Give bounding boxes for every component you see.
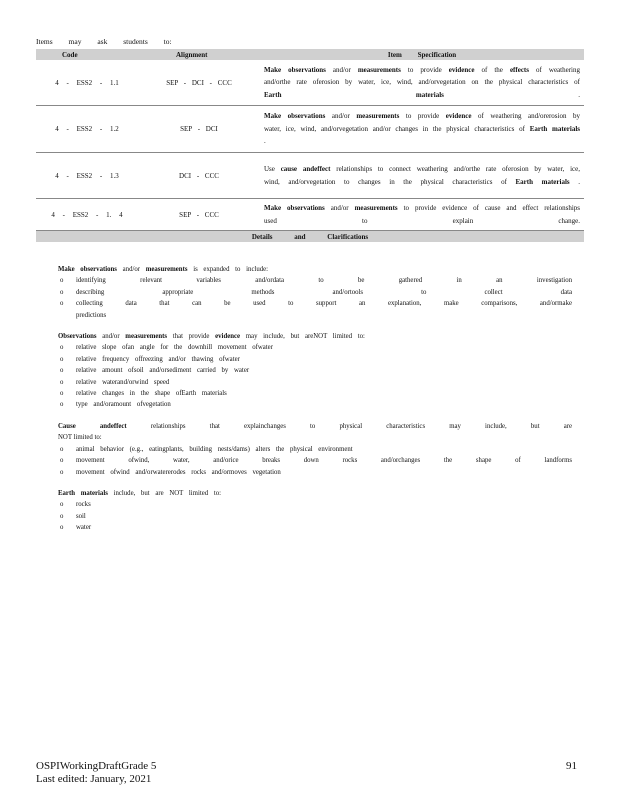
details-heading bbox=[58, 264, 572, 275]
details-block bbox=[44, 331, 572, 411]
row-specification bbox=[260, 153, 584, 199]
circle-bullet-icon: o bbox=[60, 300, 64, 308]
bold-run: Earth materials bbox=[515, 177, 570, 186]
details-section bbox=[44, 264, 572, 544]
row-code: 4 - ESS2 - 1.3 bbox=[36, 153, 138, 199]
text-run: . bbox=[264, 137, 266, 146]
bold-run: measurements bbox=[357, 65, 401, 74]
list-item: o water bbox=[44, 522, 572, 533]
list-item: o rocks bbox=[44, 499, 572, 510]
list-item: o describing appropriate methods and/ortools to collect data bbox=[44, 287, 572, 298]
header-alignment: Alignment bbox=[138, 49, 260, 60]
footer-last-edited: Last edited: January, 2021 bbox=[36, 773, 152, 785]
page-number: 91 bbox=[566, 760, 577, 772]
details-header-row bbox=[36, 231, 584, 243]
row-alignment: SEP - DCI - CCC bbox=[138, 60, 260, 106]
details-block bbox=[44, 421, 572, 478]
list-item: o relative slope ofan angle for the downhill movement ofwater bbox=[44, 342, 572, 353]
header-code: Code bbox=[36, 49, 138, 60]
table-row bbox=[36, 106, 584, 153]
circle-bullet-icon: o bbox=[60, 367, 64, 375]
row-alignment: DCI - CCC bbox=[138, 153, 260, 199]
details-block bbox=[44, 488, 572, 534]
bold-run: Make observations bbox=[58, 266, 117, 273]
list-item: o relative amount ofsoil and/orsediment carried by water bbox=[44, 365, 572, 376]
text-run: . bbox=[569, 177, 580, 186]
text-run: and/or bbox=[96, 333, 126, 341]
table-row bbox=[36, 199, 584, 231]
row-alignment: SEP - CCC bbox=[138, 199, 260, 231]
circle-bullet-icon: o bbox=[60, 288, 64, 296]
text-run: . bbox=[443, 90, 580, 99]
circle-bullet-icon: o bbox=[60, 501, 64, 509]
text-run: may include, but areNOT limited to: bbox=[240, 333, 365, 341]
circle-bullet-icon: o bbox=[60, 390, 64, 398]
text-run: of the bbox=[474, 65, 510, 74]
text-run: and/or bbox=[116, 266, 146, 273]
text-run: to provide evidence of cause and effect relationships used to explain change. bbox=[264, 204, 580, 225]
list-item: o animal behavior (e.g., eatingplants, building nests/dams) alters the physical environment bbox=[44, 444, 572, 455]
bold-run: Earth materials bbox=[58, 489, 108, 497]
details-heading-continuation: NOT limited to: bbox=[58, 434, 102, 442]
list-item: o relative frequency offreezing and/or thawing ofwater bbox=[44, 354, 572, 365]
text-run: is expanded to include: bbox=[187, 266, 269, 273]
row-alignment: SEP - DCI bbox=[138, 106, 260, 153]
text-run: of weathering and/orthe rate oferosion by water, ice, wind, and/orvegetation on the physical characteristics of bbox=[264, 65, 580, 87]
text-run: relationships that explainchanges to physical characteristics may include, but are bbox=[126, 422, 573, 430]
checkbox-bullet-icon bbox=[44, 331, 58, 342]
list-item: o type and/oramount ofvegetation bbox=[44, 399, 572, 410]
bold-run: Make observations bbox=[264, 112, 326, 121]
circle-bullet-icon: o bbox=[60, 401, 64, 409]
circle-bullet-icon: o bbox=[60, 355, 64, 363]
text-run: to provide bbox=[400, 65, 449, 74]
bold-run: Earth materials bbox=[264, 90, 444, 99]
text-run: include, but are NOT limited to: bbox=[107, 489, 222, 497]
details-header: Details and Clarifications bbox=[36, 231, 584, 243]
details-heading bbox=[58, 421, 572, 432]
footer-draft-title: OSPIWorkingDraftGrade 5 bbox=[36, 760, 157, 772]
text-run: to provide bbox=[399, 112, 446, 121]
bold-run: measurements bbox=[354, 204, 398, 212]
circle-bullet-icon: o bbox=[60, 457, 64, 465]
details-heading bbox=[58, 488, 572, 499]
row-specification bbox=[260, 60, 584, 106]
header-item-specification: Item Specification bbox=[260, 49, 584, 60]
text-run: and/or bbox=[325, 112, 357, 121]
item-spec-table bbox=[36, 49, 584, 242]
list-item: o relative changes in the shape ofEarth materials bbox=[44, 388, 572, 399]
details-block bbox=[44, 264, 572, 321]
bold-run: evidence bbox=[215, 333, 241, 341]
text-run: and/or bbox=[325, 65, 358, 74]
row-code: 4 - ESS2 - 1. 4 bbox=[36, 199, 138, 231]
row-specification bbox=[260, 199, 584, 231]
circle-bullet-icon: o bbox=[60, 512, 64, 520]
list-item: o relative waterand/orwind speed bbox=[44, 377, 572, 388]
list-item-continuation: predictions bbox=[76, 311, 107, 319]
checkbox-bullet-icon bbox=[44, 264, 58, 275]
list-item: o movement ofwind, water, and/orice breaks down rocks and/orchanges the shape of landforms bbox=[44, 455, 572, 466]
bold-run: Earth materials bbox=[529, 124, 580, 133]
text-run: relationships to connect weathering and/orthe rate oferosion by water, ice, wind, and/orvegetation to changes in the physical characteristics of bbox=[264, 164, 580, 186]
circle-bullet-icon: o bbox=[60, 524, 64, 532]
details-heading bbox=[58, 331, 572, 342]
bold-run: effects bbox=[509, 65, 529, 74]
row-code: 4 - ESS2 - 1.2 bbox=[36, 106, 138, 153]
bold-run: Cause andeffect bbox=[58, 422, 127, 430]
list-item: o movement ofwind and/orwatererodes rocks and/ormoves vegetation bbox=[44, 467, 572, 478]
bold-run: measurements bbox=[145, 266, 188, 273]
bold-run: Make observations bbox=[264, 65, 326, 74]
intro-text: Items may ask students to: bbox=[36, 37, 172, 46]
bold-run: Make observations bbox=[264, 204, 325, 212]
table-row bbox=[36, 60, 584, 106]
text-run: that provide bbox=[167, 333, 216, 341]
list-item: o identifying relevant variables and/ordata to be gathered in an investigation bbox=[44, 275, 572, 286]
footer bbox=[36, 760, 156, 786]
bold-run: measurements bbox=[125, 333, 168, 341]
circle-bullet-icon: o bbox=[60, 445, 64, 453]
bold-run: evidence bbox=[448, 65, 475, 74]
circle-bullet-icon: o bbox=[60, 277, 64, 285]
text-run: of weathering and/orerosion by water, ice, wind, and/orvegetation and/or changes in the physical characteristics of bbox=[264, 112, 580, 133]
bold-run: cause andeffect bbox=[280, 164, 331, 173]
checkbox-bullet-icon bbox=[44, 488, 58, 499]
text-run: and/or bbox=[324, 204, 355, 212]
table-header-row bbox=[36, 49, 584, 60]
bold-run: measurements bbox=[356, 112, 400, 121]
text-run: Use bbox=[264, 164, 281, 173]
table-row bbox=[36, 153, 584, 199]
bold-run: evidence bbox=[445, 112, 472, 121]
list-item: o collecting data that can be used to support an explanation, make comparisons, and/ormake bbox=[44, 298, 572, 309]
circle-bullet-icon: o bbox=[60, 378, 64, 386]
circle-bullet-icon: o bbox=[60, 468, 64, 476]
checkbox-bullet-icon bbox=[44, 421, 58, 432]
bold-run: Observations bbox=[58, 333, 97, 341]
row-specification bbox=[260, 106, 584, 153]
circle-bullet-icon: o bbox=[60, 344, 64, 352]
list-item: o soil bbox=[44, 511, 572, 522]
row-code: 4 - ESS2 - 1.1 bbox=[36, 60, 138, 106]
